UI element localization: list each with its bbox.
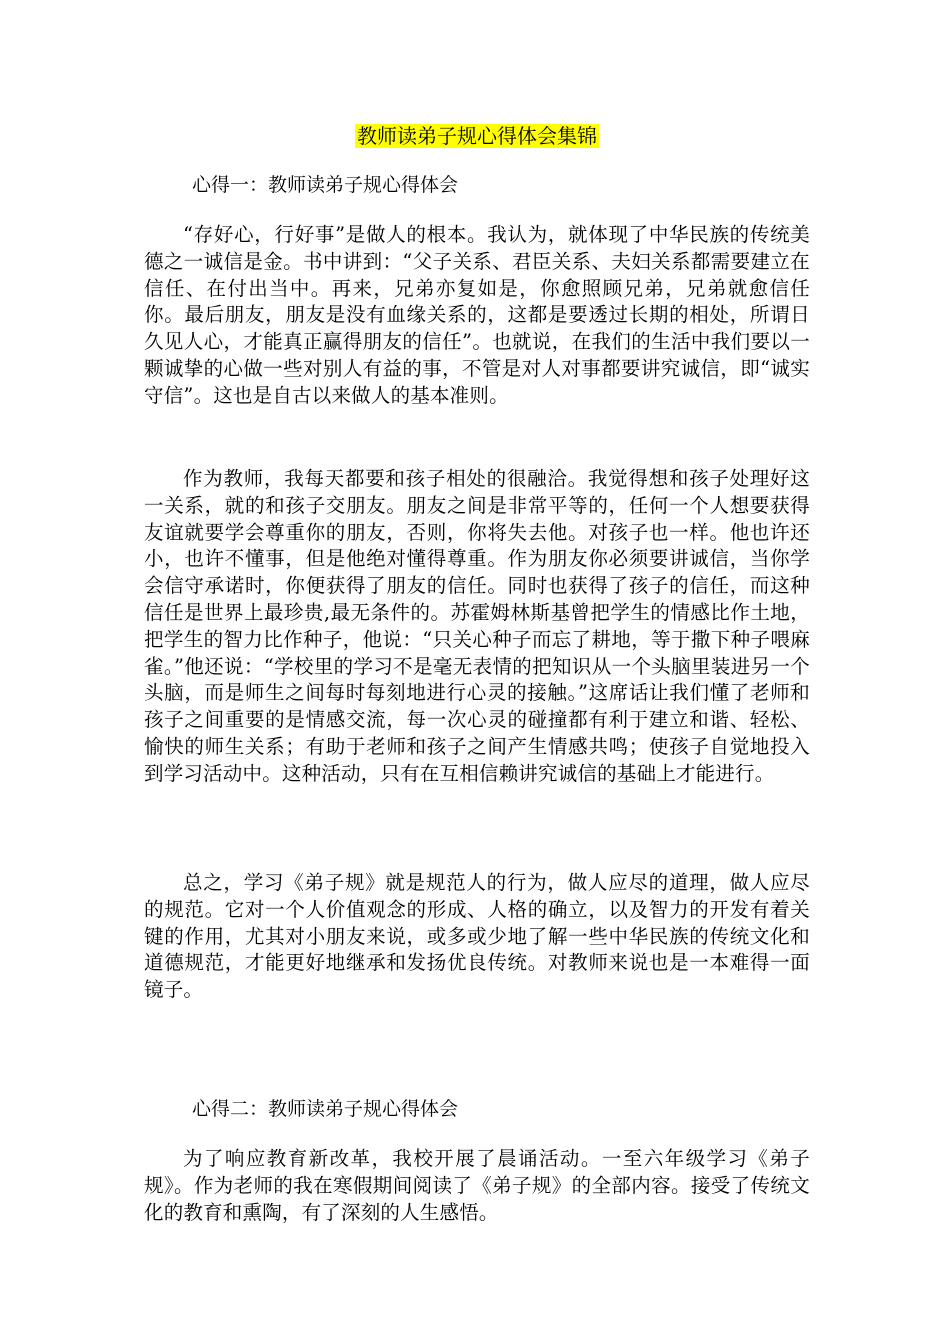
paragraph-1-1: “存好心，行好事”是做人的根本。我认为，就体现了中华民族的传统美德之一诚信是金。书中讲到：“父子关系、君臣关系、夫妇关系都需要建立在信任、在付出当中。再来，兄弟亦复如是，你愈照顾兄弟，兄弟就愈信任你。最后朋友，朋友是没有血缘关系的，这都是要透过长期的相处，所谓日久见人心，才能真正赢得朋友的信任”。也就说，在我们的生活中我们要以一颗诚挚的心做一些对别人有益的事，不管是对人对事都要讲究诚信，即“诚实守信”。这也是自古以来做人的基本准则。	[144, 223, 810, 407]
paragraph-2-1: 为了响应教育新改革，我校开展了晨诵活动。一至六年级学习《弟子规》。作为老师的我在寒假期间阅读了《弟子规》的全部内容。接受了传统文化的教育和熏陶，有了深刻的人生感悟。	[144, 1147, 810, 1224]
section-heading-2: 心得二：教师读弟子规心得体会	[192, 1098, 459, 1120]
document-title: 教师读弟子规心得体会集锦	[357, 124, 597, 148]
section-heading-1: 心得一：教师读弟子规心得体会	[192, 174, 459, 196]
title-container	[144, 122, 810, 150]
paragraph-1-2: 作为教师，我每天都要和孩子相处的很融洽。我觉得想和孩子处理好这一关系，就的和孩子交朋友。朋友之间是非常平等的，任何一个人想要获得友谊就要学会尊重你的朋友，否则，你将失去他。对孩子也一样。他也许还小，也许不懂事，但是他绝对懂得尊重。作为朋友你必须要讲诚信，当你学会信守承诺时，你便获得了朋友的信任。同时也获得了孩子的信任，而这种信任是世界上最珍贵,最无条件的。苏霍姆林斯基曾把学生的情感比作土地，把学生的智力比作种子，他说：“只关心种子而忘了耕地，等于撒下种子喂麻雀。”他还说：“学校里的学习不是毫无表情的把知识从一个头脑里装进另一个头脑，而是师生之间每时每刻地进行心灵的接触。”这席话让我们懂了老师和孩子之间重要的是情感交流，每一次心灵的碰撞都有利于建立和谐、轻松、愉快的师生关系；有助于老师和孩子之间产生情感共鸣；使孩子自觉地投入到学习活动中。这种活动，只有在互相信赖讲究诚信的基础上才能进行。	[144, 467, 810, 785]
paragraph-1-3: 总之，学习《弟子规》就是规范人的行为，做人应尽的道理，做人应尽的规范。它对一个人价值观念的形成、人格的确立，以及智力的开发有着关键的作用，尤其对小朋友来说，或多或少地了解一些中华民族的传统文化和道德规范，才能更好地继承和发扬优良传统。对教师来说也是一本难得一面镜子。	[144, 871, 810, 1002]
